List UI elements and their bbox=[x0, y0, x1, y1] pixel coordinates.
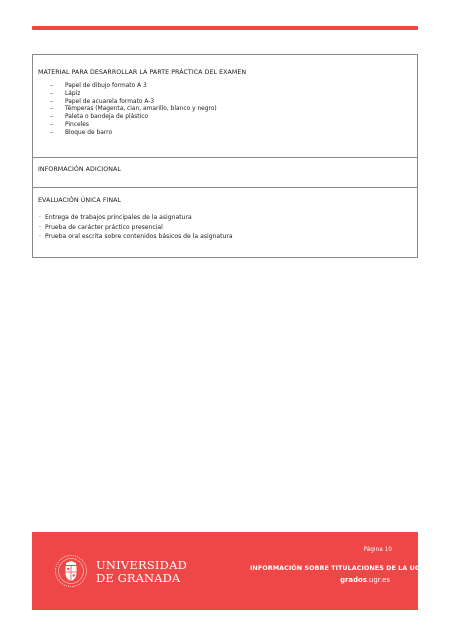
top-accent-rule bbox=[32, 26, 418, 30]
university-name bbox=[96, 559, 187, 584]
info-adicional-heading: INFORMACIÓN ADICIONAL bbox=[38, 166, 121, 173]
university-name-line2: DE GRANADA bbox=[96, 570, 181, 585]
evaluacion-heading: EVALUACIÓN ÚNICA FINAL bbox=[38, 197, 122, 204]
evaluacion-section bbox=[32, 188, 418, 258]
list-item: – Témperas (Magenta, cian, amarillo, blanco y negro) bbox=[38, 106, 412, 114]
university-seal-icon bbox=[54, 554, 88, 588]
list-item: · Entrega de trabajos principales de la asignatura bbox=[38, 213, 412, 223]
list-item: – Pinceles bbox=[38, 122, 412, 130]
list-item: – Papel de acuarela formato A-3 bbox=[38, 99, 412, 107]
material-heading: MATERIAL PARA DESARROLLAR LA PARTE PRÁCTICA DEL EXAMEN bbox=[38, 69, 247, 76]
list-item: · Prueba oral escrita sobre contenidos básicos de la asignatura bbox=[38, 232, 412, 242]
list-item: – Lápiz bbox=[38, 91, 412, 99]
info-adicional-section bbox=[32, 158, 418, 188]
website-bold: grados bbox=[340, 576, 367, 584]
evaluacion-list bbox=[38, 213, 412, 242]
material-section bbox=[32, 54, 418, 158]
university-name-line1: UNIVERSIDAD bbox=[96, 558, 188, 572]
material-list bbox=[38, 83, 412, 138]
list-item: – Papel de dibujo formato A 3 bbox=[38, 83, 412, 91]
titulaciones-info: INFORMACIÓN SOBRE TITULACIONES DE LA UGR bbox=[250, 564, 426, 572]
list-item: – Bloque de barro bbox=[38, 130, 412, 138]
list-item: · Prueba de carácter práctico presencial bbox=[38, 223, 412, 233]
page-number: Página 10 bbox=[363, 547, 392, 553]
website-rest: .ugr.es bbox=[366, 576, 390, 584]
list-item: – Paleta o bandeja de plástico bbox=[38, 114, 412, 122]
website-link[interactable] bbox=[340, 576, 390, 584]
page-footer bbox=[32, 532, 426, 610]
